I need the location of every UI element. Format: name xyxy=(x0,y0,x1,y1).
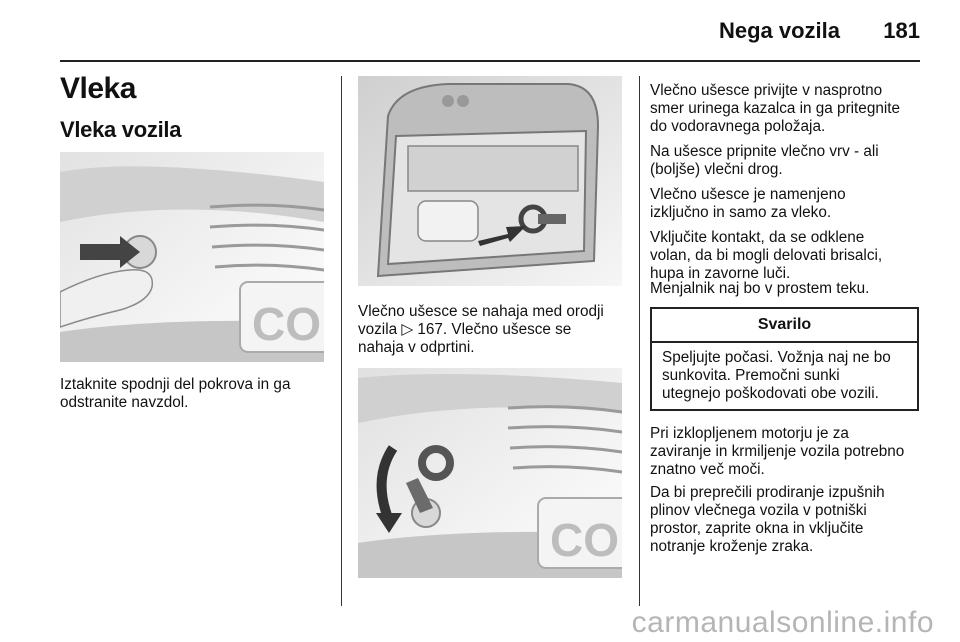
illustration-bumper-cover xyxy=(60,152,324,362)
warning-box xyxy=(650,307,919,411)
illustration-screw-in-eye xyxy=(358,368,622,578)
column-divider-1 xyxy=(341,76,342,606)
section-title: Nega vozila xyxy=(718,18,840,43)
illustration-tool-compartment xyxy=(358,76,622,286)
warning-title: Svarilo xyxy=(652,309,917,343)
instruction-ignition: Vključite kontakt, da se odklene volan, da bi mogli delovati brisalci, hupa in zavorne luči. xyxy=(650,229,883,282)
instruction-neutral: Menjalnik naj bo v prostem teku. xyxy=(650,280,870,297)
caption-tool-location: Vlečno ušesce se nahaja med orodji vozila ▷ 167. Vlečno ušesce se nahaja v odprtini. xyxy=(358,303,604,356)
instruction-screw-eye: Vlečno ušesce privijte v nasprotno smer urinega kazalca in ga pritegnite do vodoravnega položaja. xyxy=(650,82,900,135)
warning-text: Speljujte počasi. Vožnja naj ne bo sunkovita. Premočni sunki utegnejo poškodovati obe vozili. xyxy=(662,349,891,402)
plate-letters: CO xyxy=(550,514,619,566)
instruction-exhaust: Da bi preprečili prodiranje izpušnih plinov vlečnega vozila v potniški prostor, zaprite okna in vključite notranje kroženje zraka. xyxy=(650,484,885,555)
section-heading: Vleka vozila xyxy=(60,117,182,142)
plate-letters: CO xyxy=(252,298,321,350)
header-rule xyxy=(60,60,920,62)
page-number: 181 xyxy=(883,18,920,43)
instruction-attach-rope: Na ušesce pripnite vlečno vrv - ali (boljše) vlečni drog. xyxy=(650,143,879,178)
caption-remove-cover: Iztaknite spodnji del pokrova in ga odstranite navzdol. xyxy=(60,376,291,411)
chapter-heading: Vleka xyxy=(60,72,136,105)
page-header xyxy=(0,0,960,60)
column-divider-2 xyxy=(639,76,640,606)
instruction-engine-off: Pri izklopljenem motorju je za zaviranje in krmiljenje vozila potrebno znatno več moči. xyxy=(650,425,905,478)
instruction-eye-purpose: Vlečno ušesce je namenjeno izključno in samo za vleko. xyxy=(650,186,846,221)
watermark: carmanualsonline.info xyxy=(631,606,934,639)
